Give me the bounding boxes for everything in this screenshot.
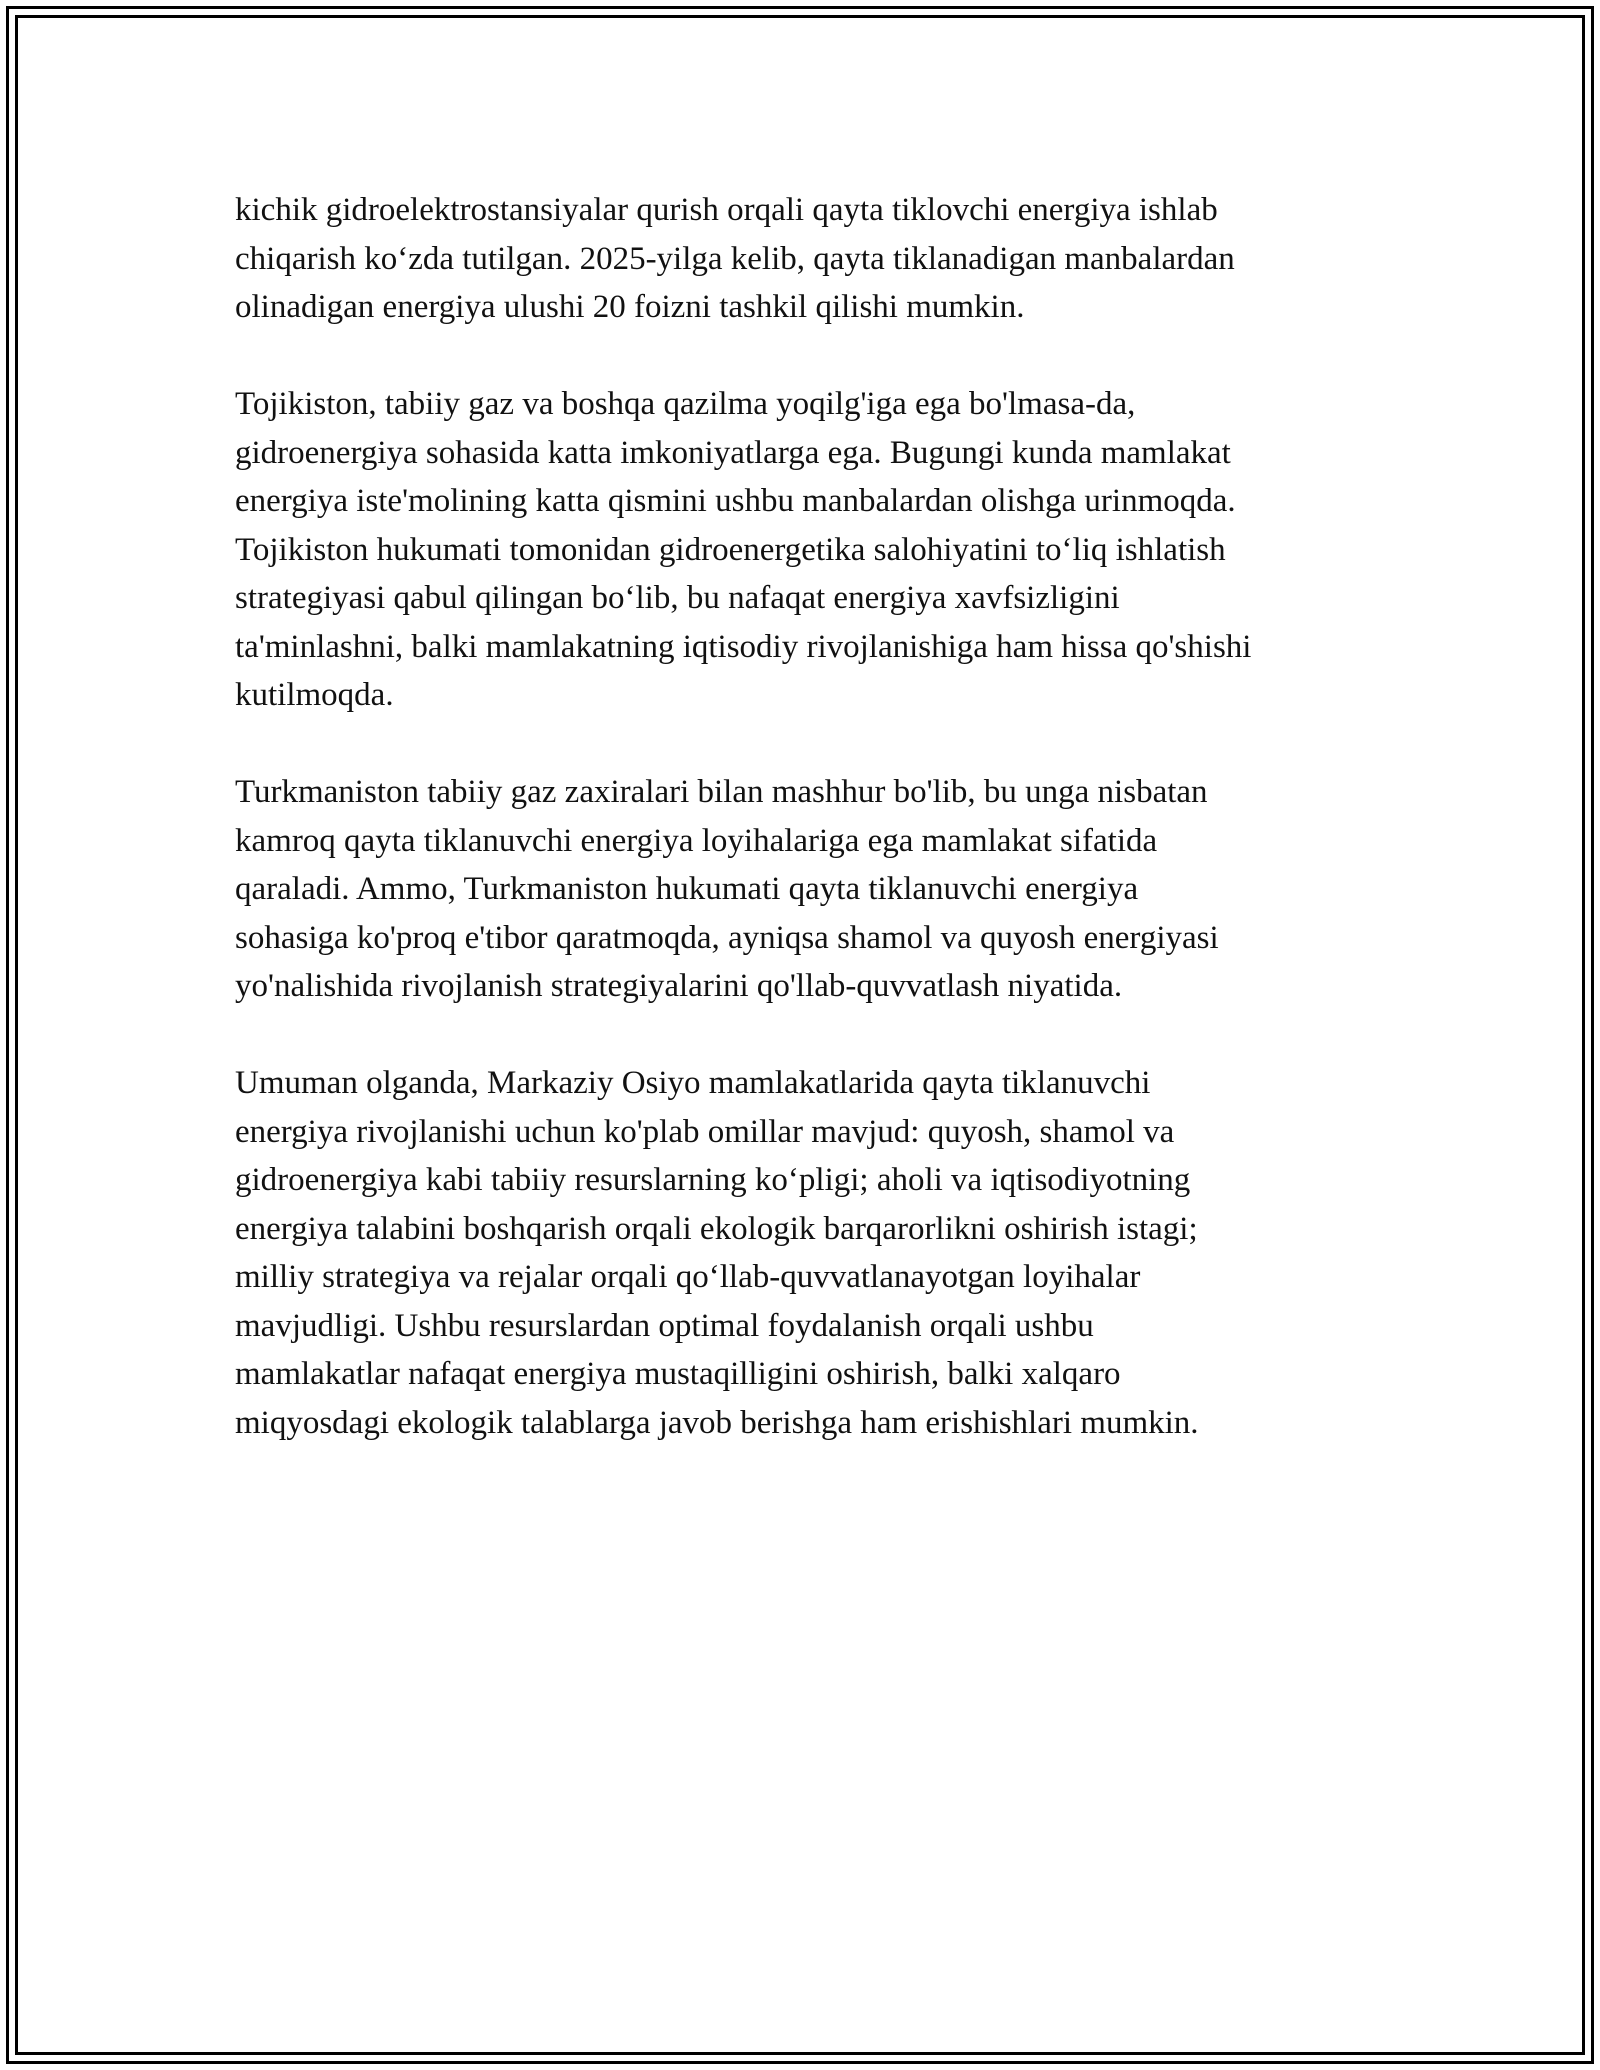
paragraph-turkmenistan: Turkmaniston tabiiy gaz zaxiralari bilan mashhur bo'lib, bu unga nisbatan kamroq qayta tiklanuvchi energiya loyihalariga ega mamlakat sifatida qaraladi. Ammo, Turkmaniston hukumati qayta tiklanuvchi energiya sohasiga ko'proq e'tibor qaratmoqda, ayniqsa shamol va quyosh energiyasi yo'nalishida rivojlanish strategiyalarini qo'llab-quvvatlash niyatida.: [235, 774, 1219, 1004]
paragraph-tajikistan: Tojikiston, tabiiy gaz va boshqa qazilma yoqilg'iga ega bo'lmasa-da, gidroenergiya sohasida katta imkoniyatlarga ega. Bugungi kunda mamlakat energiya iste'molining katta qismini ushbu manbalardan olishga urinmoqda. Tojikiston hukumati tomonidan gidroenergetika salohiyatini to‘liq ishlatish strategiyasi qabul qilingan bo‘lib, bu nafaqat energiya xavfsizligini ta'minlashni, balki mamlakatning iqtisodiy rivojlanishiga ham hissa qo'shishi kutilmoqda.: [235, 386, 1252, 713]
paragraph-renewable-plans: kichik gidroelektrostansiyalar qurish orqali qayta tiklovchi energiya ishlab chiqarish ko‘zda tutilgan. 2025-yilga kelib, qayta tiklanadigan manbalardan olinadigan energiya ulushi 20 foizni tashkil qilishi mumkin.: [235, 192, 1235, 325]
paragraph-conclusion: Umuman olganda, Markaziy Osiyo mamlakatlarida qayta tiklanuvchi energiya rivojlanishi uchun ko'plab omillar mavjud: quyosh, shamol va gidroenergiya kabi tabiiy resurslarning ko‘pligi; aholi va iqtisodiyotning energiya talabini boshqarish orqali ekologik barqarorlikni oshirish istagi; milliy strategiya va rejalar orqali qo‘llab-quvvatlanayotgan loyihalar mavjudligi. Ushbu resurslardan optimal foydalanish orqali ushbu mamlakatlar nafaqat energiya mustaqilligini oshirish, balki xalqaro miqyosdagi ekologik talablarga javob berishga ham erishishlari mumkin.: [235, 1065, 1199, 1441]
document-body: [235, 186, 1375, 1496]
